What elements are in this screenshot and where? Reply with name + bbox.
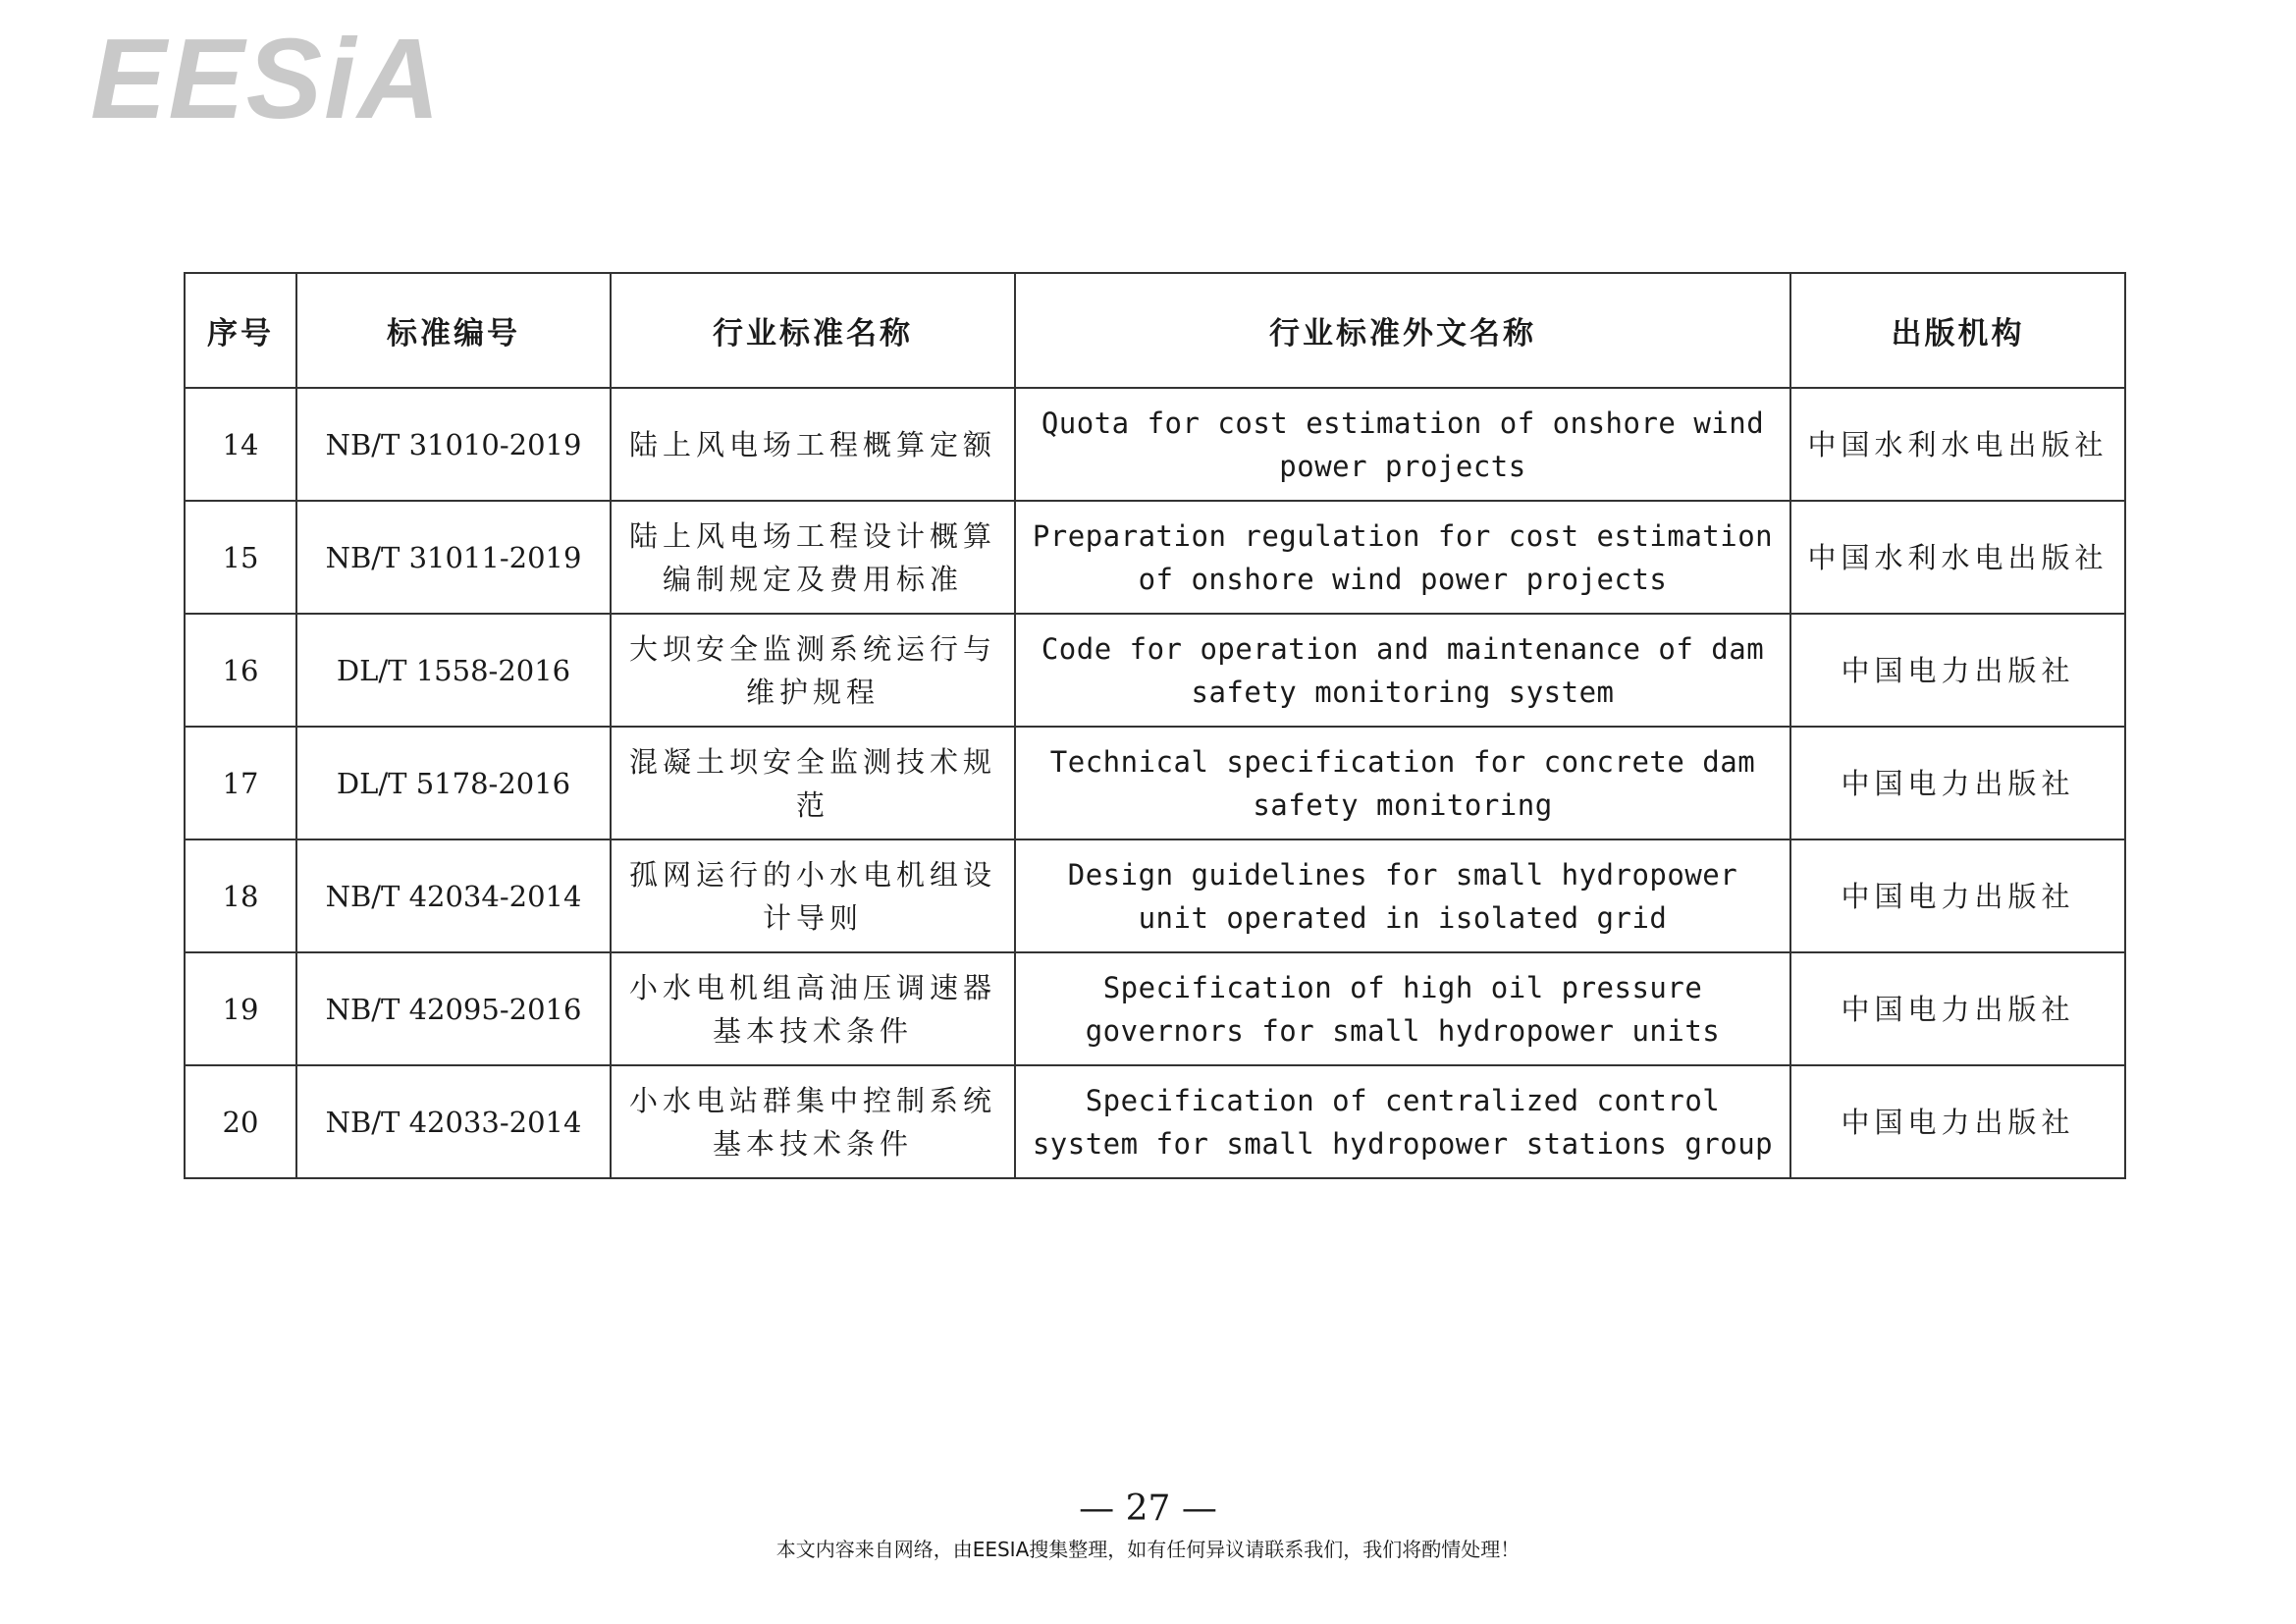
cell-code: NB/T 31010-2019 (296, 388, 611, 501)
cell-name-cn: 孤网运行的小水电机组设计导则 (611, 839, 1015, 952)
cell-publisher: 中国水利水电出版社 (1790, 501, 2125, 614)
cell-publisher: 中国电力出版社 (1790, 839, 2125, 952)
header-publisher: 出版机构 (1790, 273, 2125, 388)
cell-name-cn: 大坝安全监测系统运行与维护规程 (611, 614, 1015, 727)
cell-name-en: Design guidelines for small hydropower unit operated in isolated grid (1015, 839, 1790, 952)
cell-name-en: Technical specification for concrete dam safety monitoring (1015, 727, 1790, 839)
cell-publisher: 中国电力出版社 (1790, 727, 2125, 839)
cell-publisher: 中国水利水电出版社 (1790, 388, 2125, 501)
cell-seq: 16 (185, 614, 296, 727)
table-row (185, 727, 2125, 839)
table-row (185, 952, 2125, 1065)
cell-name-cn: 陆上风电场工程概算定额 (611, 388, 1015, 501)
cell-name-cn: 陆上风电场工程设计概算编制规定及费用标准 (611, 501, 1015, 614)
cell-seq: 15 (185, 501, 296, 614)
standards-table (184, 272, 2126, 1179)
table-row (185, 1065, 2125, 1178)
cell-seq: 14 (185, 388, 296, 501)
cell-seq: 19 (185, 952, 296, 1065)
table-row (185, 388, 2125, 501)
cell-seq: 17 (185, 727, 296, 839)
cell-code: NB/T 42034-2014 (296, 839, 611, 952)
table-row (185, 614, 2125, 727)
cell-seq: 18 (185, 839, 296, 952)
cell-name-en: Specification of centralized control system for small hydropower stations group (1015, 1065, 1790, 1178)
cell-publisher: 中国电力出版社 (1790, 614, 2125, 727)
cell-code: DL/T 1558-2016 (296, 614, 611, 727)
cell-publisher: 中国电力出版社 (1790, 1065, 2125, 1178)
table-header-row (185, 273, 2125, 388)
table-row (185, 839, 2125, 952)
cell-name-en: Specification of high oil pressure governors for small hydropower units (1015, 952, 1790, 1065)
header-code: 标准编号 (296, 273, 611, 388)
cell-seq: 20 (185, 1065, 296, 1178)
table-row (185, 501, 2125, 614)
page-number: — 27 — (1079, 1489, 1217, 1529)
header-seq: 序号 (185, 273, 296, 388)
cell-name-cn: 混凝土坝安全监测技术规范 (611, 727, 1015, 839)
footer-note: 本文内容来自网络，由EESIA搜集整理，如有任何异议请联系我们，我们将酌情处理！ (775, 1538, 1521, 1561)
cell-name-en: Code for operation and maintenance of dam safety monitoring system (1015, 614, 1790, 727)
cell-name-cn: 小水电站群集中控制系统基本技术条件 (611, 1065, 1015, 1178)
cell-code: DL/T 5178-2016 (296, 727, 611, 839)
header-name-en: 行业标准外文名称 (1015, 273, 1790, 388)
eesia-logo: EESiA (90, 15, 443, 142)
cell-code: NB/T 42095-2016 (296, 952, 611, 1065)
cell-publisher: 中国电力出版社 (1790, 952, 2125, 1065)
cell-code: NB/T 42033-2014 (296, 1065, 611, 1178)
header-name-cn: 行业标准名称 (611, 273, 1015, 388)
cell-name-en: Preparation regulation for cost estimation of onshore wind power projects (1015, 501, 1790, 614)
cell-name-cn: 小水电机组高油压调速器基本技术条件 (611, 952, 1015, 1065)
cell-name-en: Quota for cost estimation of onshore wind power projects (1015, 388, 1790, 501)
cell-code: NB/T 31011-2019 (296, 501, 611, 614)
